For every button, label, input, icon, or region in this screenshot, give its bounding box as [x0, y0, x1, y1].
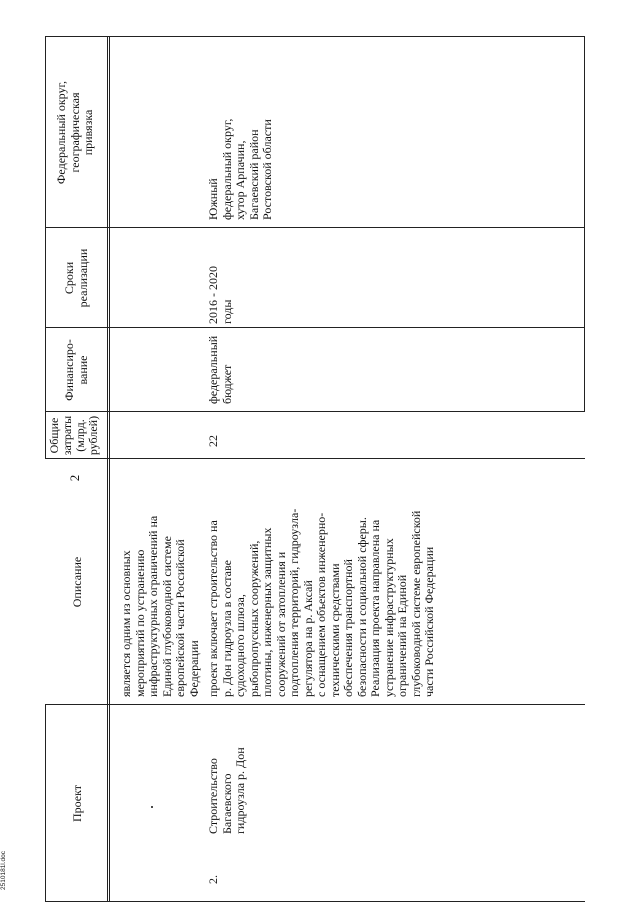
- header-region: Федеральный округ, географическая привязка: [54, 80, 95, 185]
- table-top-rule: [45, 705, 46, 902]
- header-bottom-rule: [107, 37, 108, 902]
- column-divider: [45, 327, 585, 328]
- row-number: 2.: [206, 875, 220, 884]
- header-timeline: Сроки реализации: [62, 248, 90, 308]
- table-right-border: [45, 36, 585, 37]
- header-total-costs: Общие затраты (млрд. рублей): [47, 415, 100, 456]
- row-description: проект включает строительство на р. Дон гидроузла в составе судоходного шлюза, рыбопропускных сооружений, плотины, инженерных защитных сооружений от затопления и подтопления территорий, гидроузла- регулятора на р. Аксай с оснащением объектов инженерно- техническими средствами обеспечения транспортной безопасности и социальной сферы. Реализация проекта направлена на устранение инфраструктурных ограничений на Единой глубоководной системе европейской части Российской Федерации: [206, 508, 436, 697]
- column-divider: [45, 227, 585, 228]
- header-description: Описание: [70, 556, 84, 608]
- table-bottom-rule: [584, 37, 585, 412]
- rotated-table-page: [45, 37, 585, 902]
- row-financing: федеральный бюджет: [206, 335, 234, 404]
- row-total-costs: 22: [206, 435, 220, 447]
- table-left-border: [45, 901, 585, 902]
- footer-file-code: 2510181l.doc: [0, 850, 7, 890]
- continuation-description: является одним из основных мероприятий по устранению инфраструктурных ограничений на Единой глубоководной системе европейской части Российской Федерации: [119, 515, 201, 697]
- row-region: Южный федеральный округ, хутор Арпачин, Багаевский район Ростовской области: [206, 118, 274, 220]
- row-timeline: 2016 - 2020 годы: [206, 266, 234, 324]
- row-project: Строительство Багаевского гидроузла р. Дон: [206, 747, 247, 834]
- header-bottom-rule-2: [109, 37, 110, 902]
- header-financing: Финансиро- вание: [62, 339, 90, 401]
- stray-dot: [151, 806, 153, 808]
- page-number: 2: [67, 474, 82, 482]
- column-divider: [45, 411, 585, 412]
- table-top-rule: [45, 37, 46, 459]
- header-project: Проект: [70, 784, 84, 823]
